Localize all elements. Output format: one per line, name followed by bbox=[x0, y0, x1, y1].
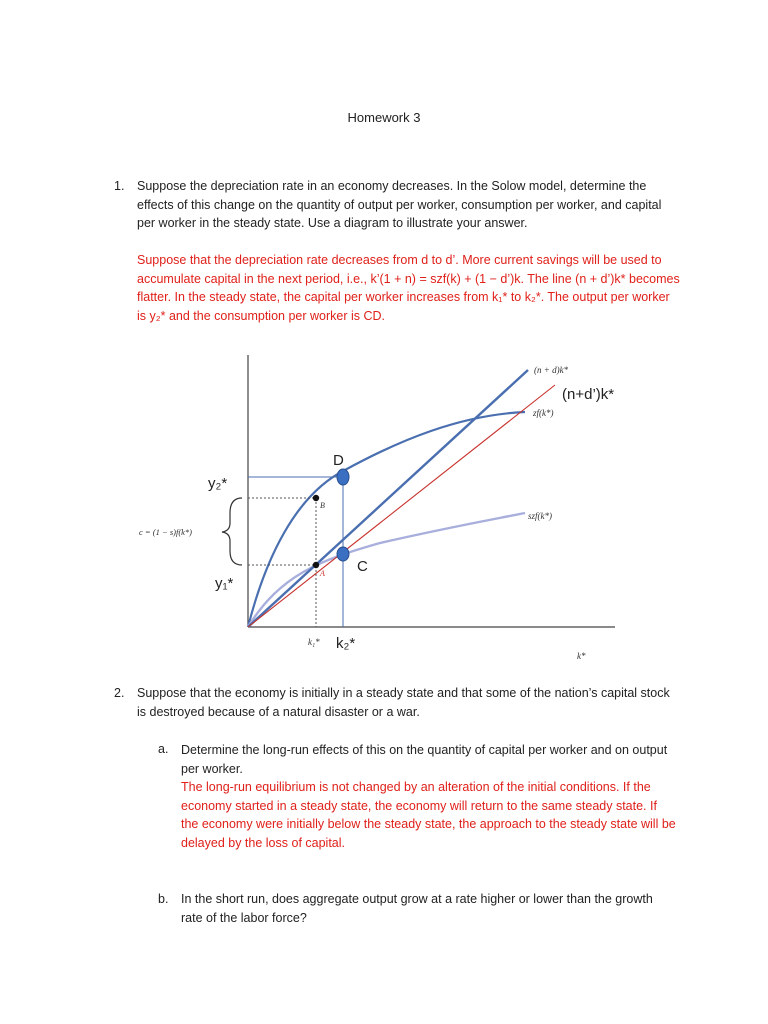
label-y1: y₁* bbox=[215, 575, 234, 592]
label-y2: y₂* bbox=[208, 475, 228, 492]
label-ndprime: (n+d’)k* bbox=[562, 386, 615, 403]
question-2a-text: Determine the long-run effects of this on the quantity of capital per worker and on output per worker. bbox=[181, 743, 668, 776]
point-c bbox=[337, 547, 349, 561]
label-b: B bbox=[320, 501, 325, 510]
question-2b-text: In the short run, does aggregate output grow at a rate higher or lower than the growth rate of the labor force? bbox=[181, 892, 653, 925]
consumption-brace bbox=[222, 498, 242, 565]
label-k1: k₁* bbox=[308, 637, 320, 647]
label-szf: szf(k*) bbox=[528, 511, 552, 521]
label-k2: k₂* bbox=[336, 635, 356, 652]
question-1-text: Suppose the depreciation rate in an economy decreases. In the Solow model, determine the effects of this change on the quantity of output per worker, consumption per worker, and capital per worker in the steady state. Use a diagram to illustrate your answer. bbox=[137, 179, 662, 230]
question-1-answer: Suppose that the depreciation rate decreases from d to d’. More current savings will be used to accumulate capital in the next period, i.e., k’(1 + n) = szf(k) + (1 − d’)k. The line (n + d’)k* becomes flatter. In the steady state, the capital per worker increases from k₁* to k₂*. The output per worker is y₂* and the consumption per worker is CD. bbox=[137, 253, 680, 323]
label-k-axis: k* bbox=[577, 651, 586, 661]
question-1-number: 1. bbox=[114, 179, 125, 193]
page-title: Homework 3 bbox=[347, 110, 421, 125]
szf-curve bbox=[248, 513, 525, 627]
label-c: C bbox=[357, 558, 368, 575]
ndprime-line bbox=[248, 385, 555, 627]
label-a: A bbox=[320, 569, 325, 578]
question-2-text: Suppose that the economy is initially in a steady state and that some of the nation’s capital stock is destroyed because of a natural disaster or a war. bbox=[137, 686, 670, 719]
question-2-number: 2. bbox=[114, 686, 125, 700]
label-consumption: c = (1 − s)f(k*) bbox=[139, 527, 193, 537]
label-nd: (n + d)k* bbox=[534, 365, 569, 375]
point-d bbox=[337, 469, 349, 485]
question-2a-answer: The long-run equilibrium is not changed by an alteration of the initial conditions. If the economy started in a steady state, the economy will return to the same steady state. If the economy were initially below the steady state, the approach to the steady state will be delayed by the loss of capital. bbox=[181, 780, 676, 850]
label-d: D bbox=[333, 452, 344, 469]
label-zf: zf(k*) bbox=[533, 408, 554, 418]
question-2b-letter: b. bbox=[158, 892, 169, 906]
question-2a-letter: a. bbox=[158, 742, 169, 756]
point-a bbox=[313, 562, 319, 568]
solow-diagram bbox=[130, 345, 630, 670]
point-b bbox=[313, 495, 319, 501]
